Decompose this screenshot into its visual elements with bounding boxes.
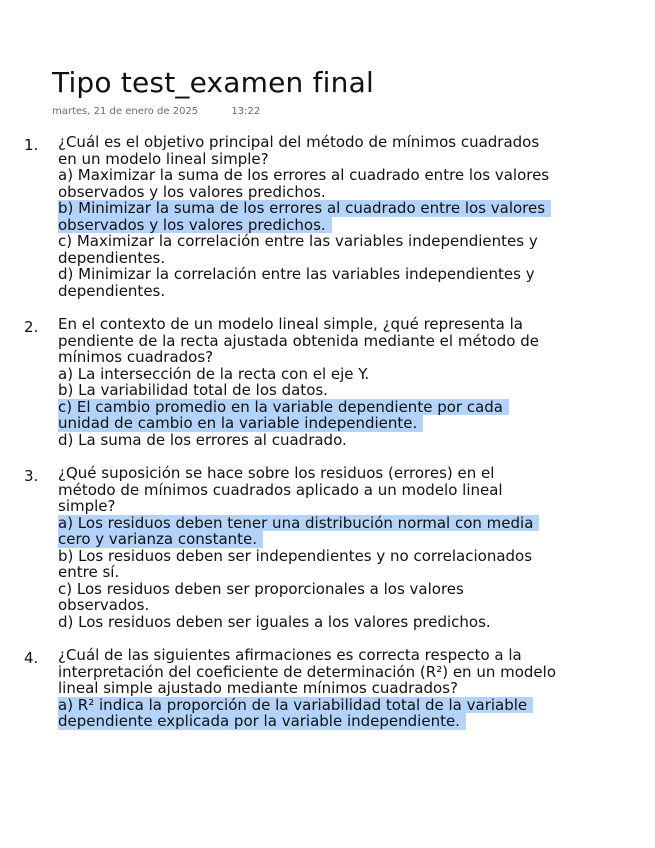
page-title[interactable]: Tipo test_examen final: [52, 66, 374, 99]
answer-option-line[interactable]: dependientes.: [58, 281, 166, 300]
highlighted-answer-line[interactable]: cero y varianza constante.: [58, 531, 263, 548]
answer-option-line[interactable]: observados y los valores predichos.: [58, 182, 326, 201]
question-text-line[interactable]: interpretación del coeficiente de determinación (R²) en un modelo: [58, 662, 556, 681]
answer-option-line[interactable]: d) Los residuos deben ser iguales a los valores predichos.: [58, 612, 491, 631]
question-item: [24, 134, 624, 299]
highlighted-answer-line[interactable]: observados y los valores predichos.: [58, 217, 332, 234]
question-text-line[interactable]: método de mínimos cuadrados aplicado a un modelo lineal: [58, 480, 503, 499]
answer-option-line[interactable]: b) Los residuos deben ser independientes y no correlacionados: [58, 546, 533, 565]
question-text-line[interactable]: pendiente de la recta ajustada obtenida mediante el método de: [58, 331, 539, 350]
question-text-line[interactable]: ¿Qué suposición se hace sobre los residuos (errores) en el: [58, 464, 495, 482]
question-item: [24, 647, 624, 730]
question-text-line[interactable]: ¿Cuál es el objetivo principal del método de mínimos cuadrados: [58, 133, 540, 151]
answer-option-line[interactable]: b) La variabilidad total de los datos.: [58, 381, 328, 399]
question-number: 3.: [24, 467, 39, 485]
highlighted-answer-line[interactable]: b) Minimizar la suma de los errores al cuadrado entre los valores: [58, 200, 551, 217]
question-text-line[interactable]: ¿Cuál de las siguientes afirmaciones es correcta respecto a la: [58, 646, 522, 664]
page-date: martes, 21 de enero de 2025: [52, 106, 199, 117]
question-number: 1.: [24, 136, 39, 154]
question-text-line[interactable]: simple?: [58, 497, 116, 515]
answer-option-line[interactable]: a) La intersección de la recta con el eje Y.: [58, 364, 370, 383]
highlighted-answer-line[interactable]: dependiente explicada por la variable independiente.: [58, 713, 466, 730]
answer-option-line[interactable]: a) Maximizar la suma de los errores al cuadrado entre los valores: [58, 166, 550, 184]
page-time: 13:22: [231, 106, 261, 117]
answer-option-line[interactable]: dependientes.: [58, 248, 166, 267]
answer-option-line[interactable]: entre sí.: [58, 563, 120, 581]
question-text-line[interactable]: en un modelo lineal simple?: [58, 149, 269, 168]
question-text-line[interactable]: En el contexto de un modelo lineal simple, ¿qué representa la: [58, 315, 523, 333]
answer-option-line[interactable]: c) Los residuos deben ser proporcionales a los valores: [58, 579, 464, 598]
question-text-line[interactable]: mínimos cuadrados?: [58, 348, 214, 366]
question-text-line[interactable]: lineal simple ajustado mediante mínimos cuadrados?: [58, 679, 458, 697]
question-list: [24, 134, 624, 747]
question-item: [24, 465, 624, 630]
highlighted-answer-line[interactable]: a) Los residuos deben tener una distribución normal con media: [58, 515, 539, 532]
page-metadata: [52, 106, 260, 117]
highlighted-answer-line[interactable]: unidad de cambio en la variable independiente.: [58, 415, 423, 432]
question-item: [24, 316, 624, 448]
highlighted-answer-line[interactable]: a) R² indica la proporción de la variabilidad total de la variable: [58, 697, 533, 714]
question-number: 2.: [24, 318, 39, 336]
highlighted-answer-line[interactable]: c) El cambio promedio en la variable dependiente por cada: [58, 399, 509, 416]
question-number: 4.: [24, 649, 39, 667]
answer-option-line[interactable]: c) Maximizar la correlación entre las variables independientes y: [58, 232, 538, 250]
answer-option-line[interactable]: d) La suma de los errores al cuadrado.: [58, 430, 347, 449]
answer-option-line[interactable]: d) Minimizar la correlación entre las variables independientes y: [58, 265, 535, 283]
answer-option-line[interactable]: observados.: [58, 596, 150, 614]
